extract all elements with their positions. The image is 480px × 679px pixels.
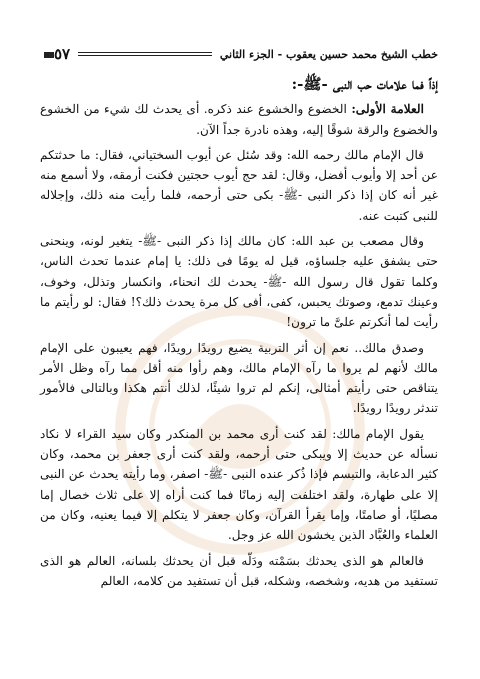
- paragraph: [40, 231, 438, 332]
- running-title: خطب الشيخ محمد حسين يعقوب - الجزء الثاني: [219, 47, 438, 61]
- paragraph-text: وصدق مالك.. نعم إن أثر التربية يضيع رويدًا رويدًا، فهم يعيبون على الإمام مالك لأنهم لم يروا ما رآه الإمام مالك، وهم رأوا منه أقل مما رآه وظل الأمر يتناقص حتى رأيتم أمثالى، إنكم لم تروا شيئًا، لذلك أنتم هكذا وبالتالى فالأمور تندثر رويدًا رويدًا.: [40, 340, 438, 416]
- paragraph-text: الخضوع والخشوع عند ذكره. أى يحدث لك شيء من الخشوع والخضوع والرقة شوقًا إليه، وهذه نادرة جداً الآن.: [40, 102, 438, 137]
- paragraph: [40, 551, 438, 592]
- page-number-bar: [44, 52, 54, 58]
- paragraph-text: يقول الإمام مالك: لقد كنت أرى محمد بن المنكدر وكان سيد القراء لا نكاد نسأله عن حديث إلا ويبكى حتى أرحمه، ولقد كنت أرى جعفر بن محمد، وكان كثير الدعابة، والتبسم فإذا ذُكر عنده النبى -ﷺ- اصفر، وما رأيته يحدث عن النبى إلا على طهارة، ولقد اختلفت إليه زمانًا فما كنت أراه إلا على ثلاث خصال إما مصليًا، أو صامتًا، وإما يقرأ القرآن، وكان جعفر لا يتكلم إلا فيما يعنيه، وكان من العلماء والعُبَّاد الذين يخشون الله عز وجل.: [40, 426, 438, 543]
- page-number: [40, 45, 70, 63]
- paragraph-text: وقال مصعب بن عبد الله: كان مالك إذا ذكر النبى -ﷺ- يتغير لونه، وينحنى حتى يشفق عليه جلساؤه، قيل له يومًا فى ذلك: يا إمام عندما تحدث الناس، وكلما تقول قال رسول الله -ﷺ- يحدث لك انحناء، وانكسار وتذلل، وخوف، وعينك تدمع، وصوتك يحبس، كفى، أفى كل مرة يحدث ذلك؟! فقال: لو رأيتم ما رأيت لما أنكرتم علىَّ ما ترون!: [40, 234, 438, 330]
- page-body: [40, 74, 438, 596]
- paragraph-text: فالعالم هو الذى يحدثك بسَمْته ودَلّه قبل أن يحدثك بلسانه، العالم هو الذى تستفيد من هديه، وشخصه، وشكله، قبل أن تستفيد من كلامه، العالم: [40, 553, 438, 588]
- paragraph: [40, 145, 438, 226]
- paragraph-lead: العلامة الأولى:: [351, 102, 424, 117]
- page-number-text: ٥٧: [54, 45, 71, 63]
- page-header: [40, 44, 438, 64]
- paragraph-text: قال الإمام مالك رحمه الله: وقد سُئل عن أيوب السختياني، فقال: ما حدثتكم عن أحد إلا وأيوب أفضل، وقال: لقد حج أيوب حجتين فكنت أرمقه، ولا أسمع منه غير أنه كان إذا ذكر النبى -ﷺ- بكى حتى أرحمه، فلما رأيت منه ذلك، وإجلاله للنبى كتبت عنه.: [40, 147, 438, 223]
- header-rule: [78, 52, 212, 56]
- section-title: إذاً فما علامات حب النبى -ﷺ-:: [291, 75, 438, 93]
- paragraph: [40, 424, 438, 546]
- paragraph: [40, 338, 438, 419]
- paragraph: [40, 99, 438, 140]
